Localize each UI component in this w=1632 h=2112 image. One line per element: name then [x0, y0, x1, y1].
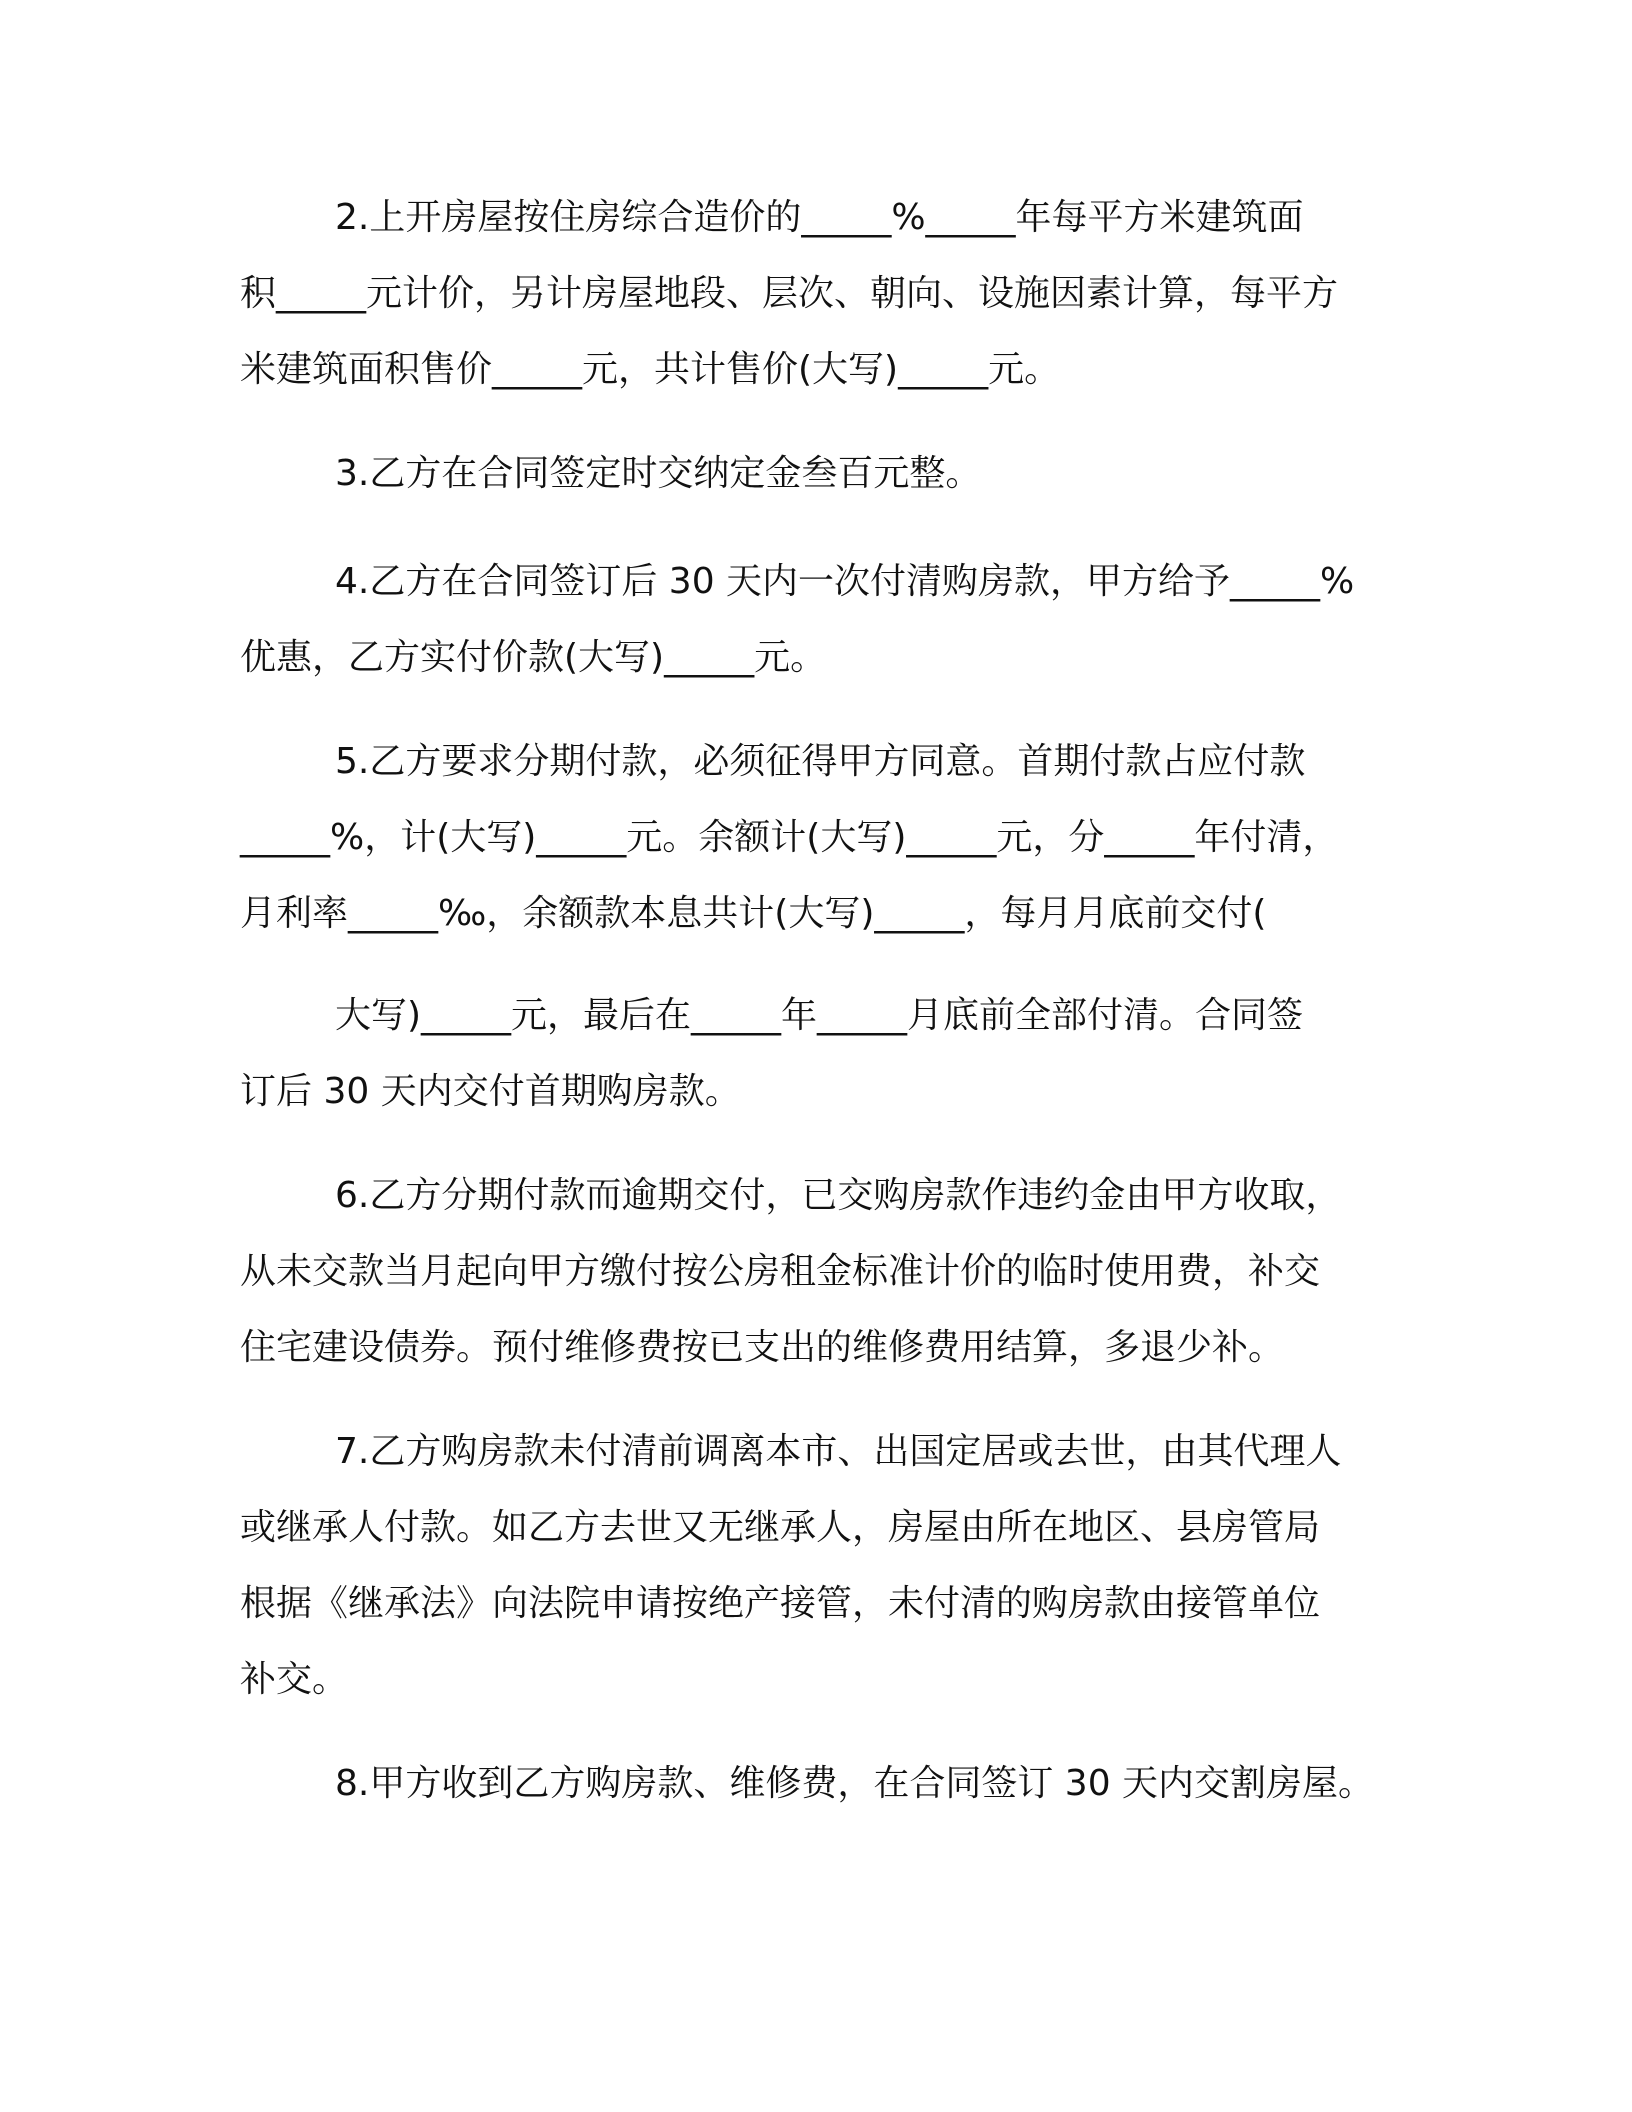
clause-7-line-3: 根据《继承法》向法院申请按绝产接管，未付清的购房款由接管单位 — [240, 1583, 1321, 1624]
clause-5-line-1: 5.乙方要求分期付款，必须征得甲方同意。首期付款占应付款 — [335, 741, 1306, 782]
clause-6-line-1: 6.乙方分期付款而逾期交付，已交购房款作违约金由甲方收取， — [335, 1175, 1342, 1216]
clause-2-line-2: 积_____元计价，另计房屋地段、层次、朝向、设施因素计算，每平方 — [240, 273, 1339, 314]
clause-5-line-5: 订后 30 天内交付首期购房款。 — [240, 1071, 741, 1112]
clause-6-line-2: 从未交款当月起向甲方缴付按公房租金标准计价的临时使用费，补交 — [240, 1251, 1321, 1292]
clause-8-line-1: 8.甲方收到乙方购房款、维修费，在合同签订 30 天内交割房屋。 — [335, 1763, 1375, 1804]
clause-7-line-1: 7.乙方购房款未付清前调离本市、出国定居或去世，由其代理人 — [335, 1431, 1342, 1472]
clause-5-line-2: _____%，计(大写)_____元。余额计(大写)_____元，分_____年付清， — [240, 817, 1339, 858]
clause-6-line-3: 住宅建设债券。预付维修费按已支出的维修费用结算，多退少补。 — [240, 1327, 1285, 1368]
clause-2-line-3: 米建筑面积售价_____元，共计售价(大写)_____元。 — [240, 349, 1061, 390]
clause-5-line-3: 月利率_____‰，余额款本息共计(大写)_____，每月月底前交付( — [240, 893, 1267, 934]
clause-4-line-2: 优惠，乙方实付价款(大写)_____元。 — [240, 637, 827, 678]
clause-4-line-1: 4.乙方在合同签订后 30 天内一次付清购房款，甲方给予_____% — [335, 561, 1355, 602]
clause-7-line-2: 或继承人付款。如乙方去世又无继承人，房屋由所在地区、县房管局 — [240, 1507, 1321, 1548]
clause-5-line-4: 大写)_____元，最后在_____年_____月底前全部付清。合同签 — [335, 995, 1304, 1036]
clause-2-line-1: 2.上开房屋按住房综合造价的_____%_____年每平方米建筑面 — [335, 197, 1304, 238]
clause-3-line-1: 3.乙方在合同签定时交纳定金叁百元整。 — [335, 453, 982, 494]
clause-7-line-4: 补交。 — [240, 1659, 349, 1700]
